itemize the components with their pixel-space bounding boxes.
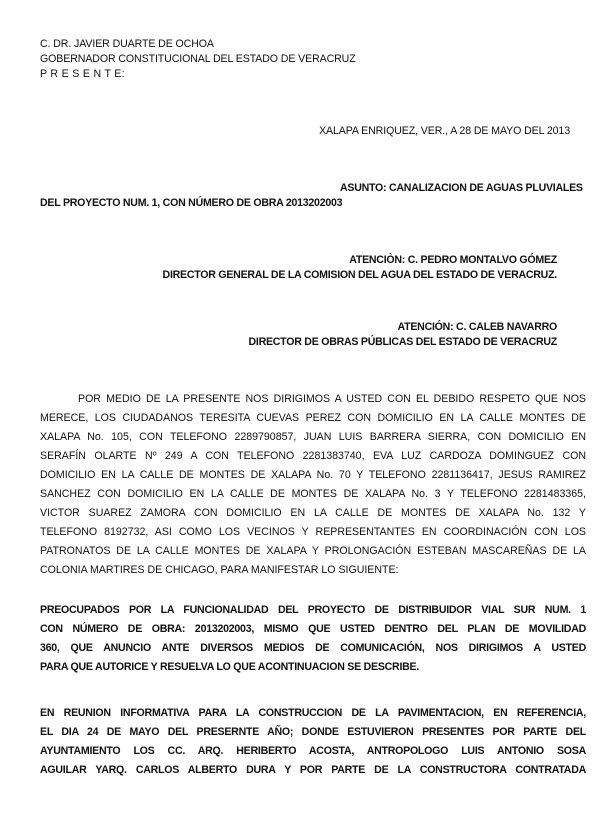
attention-1-title: DIRECTOR GENERAL DE LA COMISION DEL AGUA DEL ESTADO DE VERACRUZ. bbox=[162, 269, 557, 281]
paragraph-line: VICTOR SUAREZ ZAMORA CON DOMICILIO EN LA CALLE DE MONTES DE XALAPA No. 132 Y bbox=[40, 507, 586, 519]
paragraph-line: TELEFONO 8192732, ASI COMO LOS VECINOS Y REPRESENTANTES EN COORDINACIÓN CON LOS bbox=[40, 526, 586, 538]
subject-line-1: ASUNTO: CANALIZACION DE AGUAS PLUVIALES bbox=[340, 182, 583, 194]
paragraph-line: SERAFÍN OLARTE Nº 249 A CON TELEFONO 2281383740, EVA LUZ CARDOZA DOMINGUEZ CON bbox=[40, 450, 586, 462]
place-date: XALAPA ENRIQUEZ, VER., A 28 DE MAYO DEL 2013 bbox=[319, 125, 570, 137]
paragraph-line: PREOCUPADOS POR LA FUNCIONALIDAD DEL PROYECTO DE DISTRIBUIDOR VIAL SUR NUM. 1 bbox=[40, 604, 586, 616]
paragraph-line: PATRONATOS DE LA CALLE MONTES DE XALAPA Y PROLONGACIÓN ESTEBAN MASCAREÑAS DE LA bbox=[40, 545, 586, 557]
attention-1-name: ATENCIÒN: C. PEDRO MONTALVO GÓMEZ bbox=[349, 254, 557, 266]
paragraph-line: PARA QUE AUTORICE Y RESUELVA LO QUE ACONTINUACION SE DESCRIBE. bbox=[40, 661, 420, 673]
attention-2-title: DIRECTOR DE OBRAS PÚBLICAS DEL ESTADO DE VERACRUZ bbox=[248, 336, 557, 348]
paragraph-line: MERECE, LOS CIUDADANOS TERESITA CUEVAS PEREZ CON DOMICILIO EN LA CALLE MONTES DE bbox=[40, 412, 586, 424]
subject-line-2: DEL PROYECTO NUM. 1, CON NÚMERO DE OBRA 2013202003 bbox=[40, 197, 343, 209]
paragraph-line: POR MEDIO DE LA PRESENTE NOS DIRIGIMOS A USTED CON EL DEBIDO RESPETO QUE NOS bbox=[78, 393, 586, 405]
attention-2-name: ATENCIÓN: C. CALEB NAVARRO bbox=[397, 321, 557, 333]
recipient-title: GOBERNADOR CONSTITUCIONAL DEL ESTADO DE VERACRUZ bbox=[40, 53, 356, 65]
paragraph-line: SANCHEZ CON DOMICILIO EN LA CALLE DE MONTES DE XALAPA No. 3 Y TELEFONO 2281483365, bbox=[40, 488, 586, 500]
paragraph-line: AYUNTAMIENTO LOS CC. ARQ. HERIBERTO ACOSTA, ANTROPOLOGO LUIS ANTONIO SOSA bbox=[40, 745, 586, 757]
paragraph-line: EN REUNION INFORMATIVA PARA LA CONSTRUCCION DE LA PAVIMENTACION, EN REFERENCIA, bbox=[40, 707, 586, 719]
paragraph-line: 360, QUE ANUNCIO ANTE DIVERSOS MEDIOS DE COMUNICACIÓN, NOS DIRIGIMOS A USTED bbox=[40, 642, 586, 654]
presente-line: P R E S E N T E: bbox=[40, 68, 125, 80]
recipient-name: C. DR. JAVIER DUARTE DE OCHOA bbox=[40, 38, 214, 50]
paragraph-line: CON NÚMERO DE OBRA: 2013202003, MISMO QUE USTED DENTRO DEL PLAN DE MOVILIDAD bbox=[40, 623, 586, 635]
paragraph-line: XALAPA No. 105, CON TELEFONO 2289790857, JUAN LUIS BARRERA SIERRA, CON DOMICILIO EN bbox=[40, 431, 586, 443]
paragraph-line: COLONIA MARTIRES DE CHICAGO, PARA MANIFESTAR LO SIGUIENTE: bbox=[40, 564, 399, 576]
paragraph-line: EL DIA 24 DE MAYO DEL PRESERNTE AÑO; DONDE ESTUVIERON PRESENTES POR PARTE DEL bbox=[40, 726, 586, 738]
paragraph-line: AGUILAR YARQ. CARLOS ALBERTO DURA Y POR PARTE DE LA CONSTRUCTORA CONTRATADA bbox=[40, 764, 586, 776]
paragraph-line: DOMICILIO EN LA CALLE DE MONTES DE XALAPA No. 70 Y TELEFONO 2281136417, JESUS RAMIREZ bbox=[40, 469, 586, 481]
